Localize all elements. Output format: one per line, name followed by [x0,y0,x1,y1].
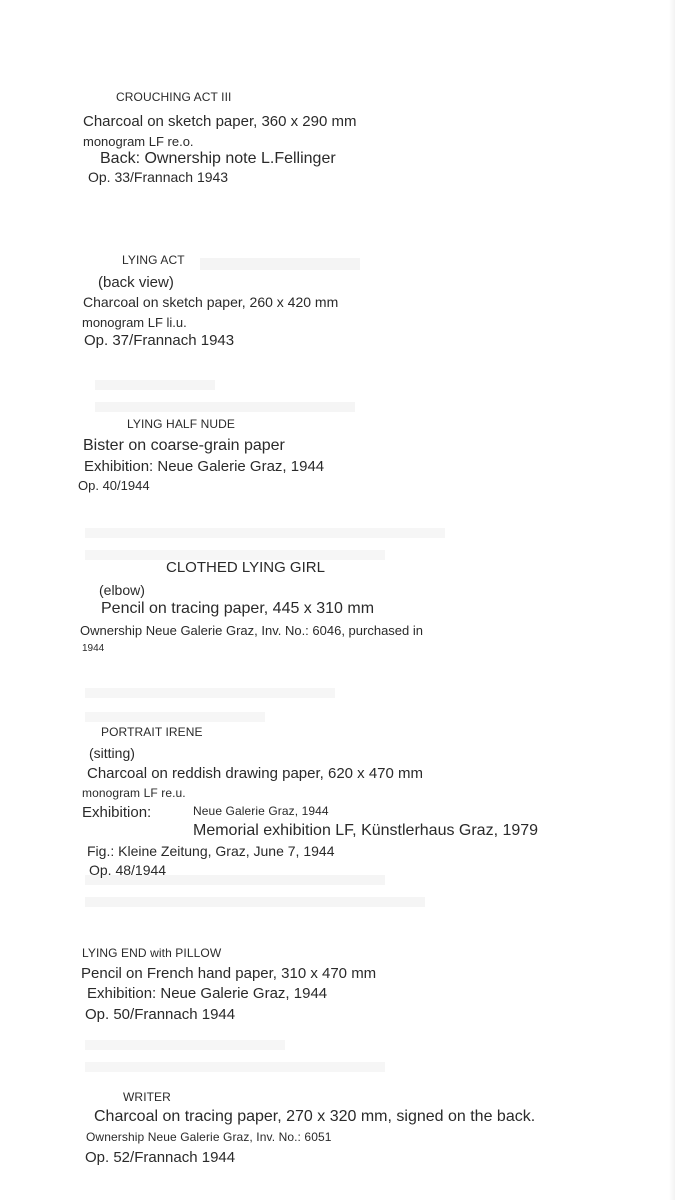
entry-title: LYING HALF NUDE [127,417,235,431]
bleed-through-mark [85,712,265,722]
entry-exhibition: Neue Galerie Graz, 1944 [193,804,329,818]
entry-exhibition: Exhibition: Neue Galerie Graz, 1944 [87,985,328,1002]
entry-medium: Pencil on tracing paper, 445 x 310 mm [101,600,375,617]
entry-opus: Op. 48/1944 [89,862,167,878]
entry-title: CROUCHING ACT III [116,90,232,104]
entry-exhibition: Exhibition: Neue Galerie Graz, 1944 [84,458,325,475]
bleed-through-mark [200,258,360,270]
entry-monogram: monogram LF re.o. [83,134,194,149]
entry-title: LYING END with PILLOW [82,946,222,960]
bleed-through-mark [85,1040,285,1050]
entry-opus: Op. 50/Frannach 1944 [85,1006,236,1023]
entry-ownership: Ownership Neue Galerie Graz, Inv. No.: 6046, purchased in [80,623,423,638]
entry-opus: Op. 37/Frannach 1943 [84,332,235,349]
entry-ownership-year: 1944 [82,643,105,654]
bleed-through-mark [85,1062,385,1072]
entry-subtitle: (elbow) [99,582,145,598]
entry-monogram: monogram LF re.u. [82,786,186,800]
bleed-through-mark [85,897,425,907]
bleed-through-mark [85,688,335,698]
entry-title: LYING ACT [122,253,185,267]
entry-title: PORTRAIT IRENE [101,725,203,739]
entry-medium: Charcoal on sketch paper, 360 x 290 mm [83,113,357,130]
bleed-through-mark [95,402,355,412]
entry-subtitle: (back view) [98,274,174,291]
entry-note: Back: Ownership note L.Fellinger [100,150,336,167]
entry-monogram: monogram LF li.u. [82,315,187,330]
entry-ownership: Ownership Neue Galerie Graz, Inv. No.: 6051 [86,1130,332,1144]
entry-medium: Charcoal on sketch paper, 260 x 420 mm [83,294,339,310]
entry-title: WRITER [123,1090,171,1104]
entry-subtitle: (sitting) [89,745,135,761]
entry-medium: Bister on coarse-grain paper [83,437,285,454]
entry-figure: Fig.: Kleine Zeitung, Graz, June 7, 1944 [87,843,335,859]
entry-title: CLOTHED LYING GIRL [166,559,325,576]
entry-opus: Op. 33/Frannach 1943 [88,169,229,185]
entry-opus: Op. 52/Frannach 1944 [85,1149,236,1166]
entry-medium: Charcoal on tracing paper, 270 x 320 mm, signed on the back. [94,1108,536,1125]
bleed-through-mark [95,380,215,390]
entry-exhibition-label: Exhibition: [82,804,152,821]
entry-medium: Charcoal on reddish drawing paper, 620 x 470 mm [87,765,424,782]
bleed-through-mark [85,528,445,538]
entry-medium: Pencil on French hand paper, 310 x 470 mm [81,965,377,982]
entry-opus: Op. 40/1944 [78,478,150,493]
entry-exhibition: Memorial exhibition LF, Künstlerhaus Graz, 1979 [193,822,539,839]
scan-edge-shadow [669,0,675,1200]
